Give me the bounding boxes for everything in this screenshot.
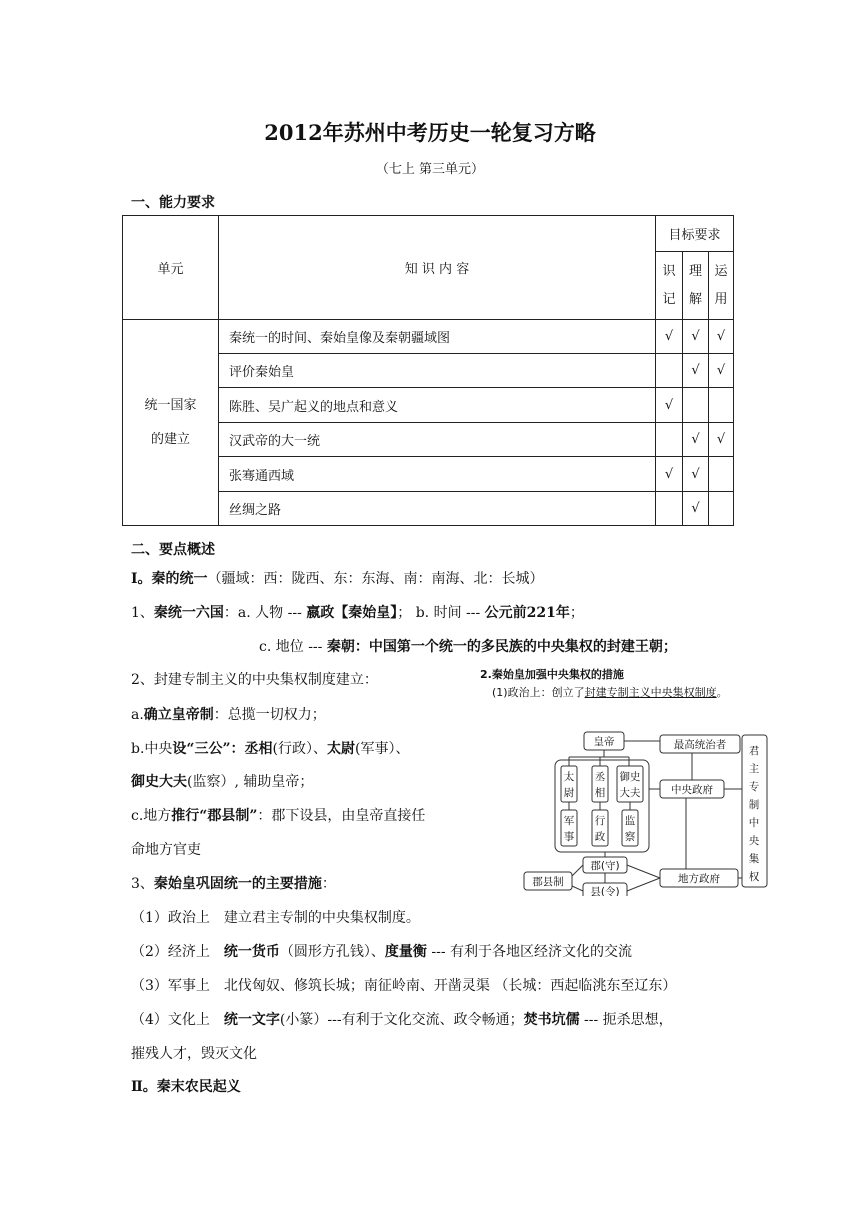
header-content: 知 识 内 容 (219, 216, 656, 320)
header-sub-apply: 运 用 (709, 252, 734, 320)
requirements-table (122, 215, 734, 526)
check-mark (656, 492, 683, 526)
row-content: 汉武帝的大一统 (219, 423, 656, 457)
check-mark: √ (709, 423, 734, 457)
para-emperor-system: a.确立皇帝制：总揽一切权力； (131, 707, 326, 723)
para-unify-six-states: 1、秦统一六国：a. 人物 --- 嬴政【秦始皇】； b. 时间 --- 公元前221年； (131, 605, 584, 621)
check-mark (709, 388, 734, 423)
check-mark: √ (656, 457, 683, 492)
check-mark: √ (656, 320, 683, 354)
system-char: 主 (748, 763, 760, 775)
header-goal: 目标要求 (656, 216, 734, 252)
diagram-svg (476, 696, 776, 896)
para-qin-unification: Ⅰ。秦的统一（疆域：西：陇西、东：东海、南：南海、北：长城） (131, 571, 544, 587)
check-mark (656, 423, 683, 457)
unit-cell: 统一国家 的建立 (123, 320, 219, 526)
row-content: 评价秦始皇 (219, 354, 656, 388)
system-char: 集 (748, 853, 760, 865)
system-char: 制 (748, 799, 760, 811)
para-cultural-cont: 摧残人才，毁灭文化 (131, 1046, 257, 1062)
para-military: （3）军事上 北伐匈奴、修筑长城；南征岭南、开凿灵渠 （长城：西起临洮东至辽东） (131, 978, 677, 994)
diagram-subheading: (1)政治上：创立了封建专制主义中央集权制度。 (492, 686, 728, 699)
system-char: 权 (748, 871, 760, 883)
section-summary-heading: 二、要点概述 (131, 542, 215, 558)
para-system: 2、封建专制主义的中央集权制度建立： (131, 672, 378, 688)
para-economic: （2）经济上 统一货币（圆形方孔钱）、度量衡 --- 有利于各地区经济文化的交流 (131, 944, 633, 960)
jun-label: 郡(守) (590, 860, 620, 872)
para-political: （1）政治上 建立君主专制的中央集权制度。 (131, 910, 420, 926)
para-censor: 御史大夫(监察）, 辅助皇帝； (131, 774, 314, 790)
supreme-label: 最高统治者 (673, 739, 727, 751)
chengxiang-label-1: 丞 (594, 771, 606, 783)
chengxiang-label-2: 相 (594, 787, 606, 799)
header-unit: 单元 (123, 216, 219, 320)
central-label: 中央政府 (671, 784, 713, 796)
check-mark: √ (683, 457, 709, 492)
check-mark (683, 388, 709, 423)
check-mark: √ (709, 354, 734, 388)
yushi-label-1: 御史 (619, 771, 641, 783)
junshi-label-2: 事 (563, 831, 575, 843)
centralization-diagram (476, 666, 776, 896)
xingzheng-label-1: 行 (594, 815, 606, 827)
para-measures-heading: 3、秦始皇巩固统一的主要措施： (131, 876, 336, 892)
row-content: 丝绸之路 (219, 492, 656, 526)
check-mark: √ (683, 320, 709, 354)
emperor-label: 皇帝 (593, 736, 615, 748)
local-label: 地方政府 (678, 873, 720, 885)
check-mark: √ (709, 320, 734, 354)
para-prefecture-system: c.地方推行“郡县制”：郡下设县，由皇帝直接任 (131, 808, 426, 824)
junxian-label: 郡县制 (532, 876, 564, 888)
page-subtitle: （七上 第三单元） (375, 162, 485, 177)
check-mark: √ (656, 388, 683, 423)
para-status: c. 地位 --- 秦朝：中国第一个统一的多民族的中央集权的封建王朝； (259, 639, 677, 655)
page-title: 2012年苏州中考历史一轮复习方略 (264, 120, 596, 145)
jiancha-label-2: 察 (624, 831, 636, 843)
row-content: 秦统一的时间、秦始皇像及秦朝疆域图 (219, 320, 656, 354)
table-row (123, 320, 734, 354)
check-mark: √ (683, 354, 709, 388)
check-mark (709, 492, 734, 526)
system-char: 央 (748, 835, 760, 847)
system-char: 专 (748, 781, 760, 793)
yushi-label-2: 大夫 (619, 787, 641, 799)
para-three-councillors: b.中央设“三公”：丞相(行政）、太尉(军事）、 (131, 741, 410, 757)
taiwei-label-2: 尉 (563, 787, 575, 799)
jiancha-label-1: 监 (624, 815, 636, 827)
header-sub-recall: 识 记 (656, 252, 683, 320)
system-char: 中 (748, 817, 760, 829)
para-cultural: （4）文化上 统一文字(小篆）---有利于文化交流、政令畅通；焚书坑儒 --- 扼杀思想， (131, 1012, 673, 1028)
row-content: 张骞通西域 (219, 457, 656, 492)
xian-label: 县(令) (590, 886, 620, 896)
xingzheng-label-2: 政 (594, 831, 606, 843)
system-char: 君 (748, 745, 760, 757)
taiwei-label-1: 太 (563, 771, 575, 783)
row-content: 陈胜、吴广起义的地点和意义 (219, 388, 656, 423)
section-ability-heading: 一、能力要求 (131, 195, 215, 211)
diagram-heading: 2.秦始皇加强中央集权的措施 (480, 668, 624, 681)
para-local-officials: 命地方官吏 (131, 842, 201, 858)
check-mark (709, 457, 734, 492)
check-mark (656, 354, 683, 388)
check-mark: √ (683, 423, 709, 457)
junshi-label-1: 军 (563, 815, 575, 827)
check-mark: √ (683, 492, 709, 526)
para-peasant-uprising: Ⅱ。秦末农民起义 (131, 1079, 241, 1095)
header-sub-understand: 理 解 (683, 252, 709, 320)
